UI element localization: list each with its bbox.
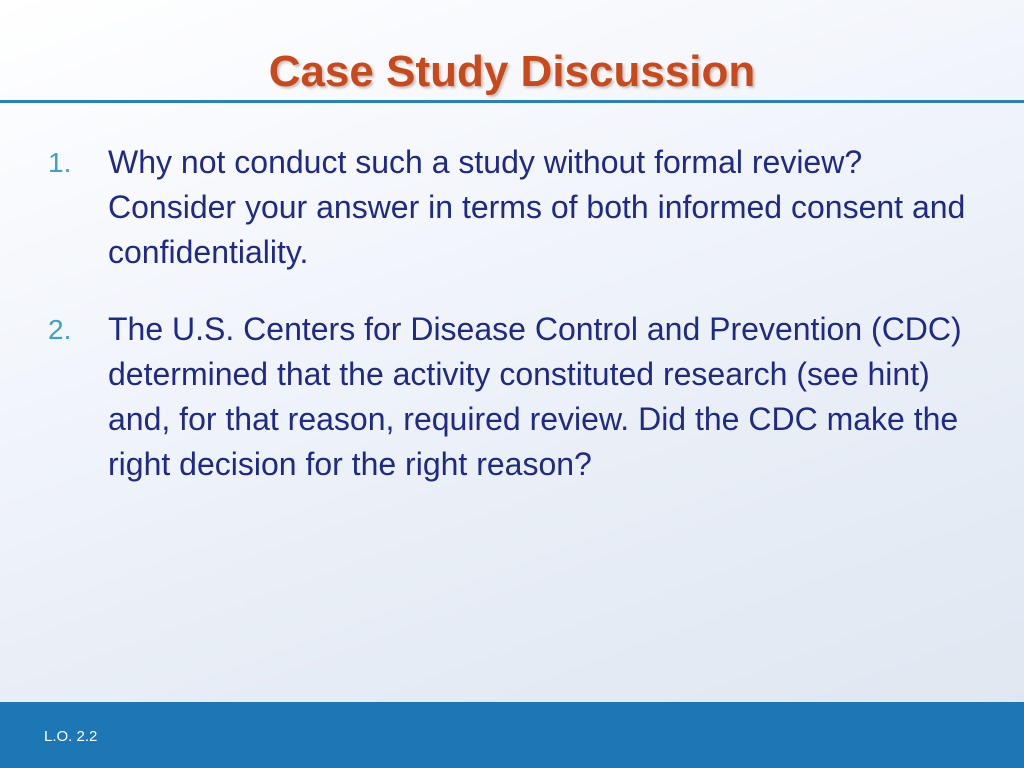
list-item: [48, 140, 988, 275]
list-item-text: The U.S. Centers for Disease Control and Prevention (CDC) determined that the activity constituted research (see hint) and, for that reason, required review. Did the CDC make the right decision for the right reason?: [108, 311, 962, 482]
footer-bar: [0, 702, 1024, 768]
title-divider: [0, 100, 1024, 103]
learning-objective-label: L.O. 2.2: [44, 728, 98, 745]
list-item-number: 2.: [48, 314, 72, 345]
list-item-number: 1.: [48, 147, 72, 178]
discussion-list: [0, 140, 1024, 487]
slide-title: Case Study Discussion: [268, 47, 756, 96]
list-item-text: Why not conduct such a study without formal review? Consider your answer in terms of both informed consent and confidentiality.: [108, 144, 966, 270]
list-item: [48, 307, 988, 487]
